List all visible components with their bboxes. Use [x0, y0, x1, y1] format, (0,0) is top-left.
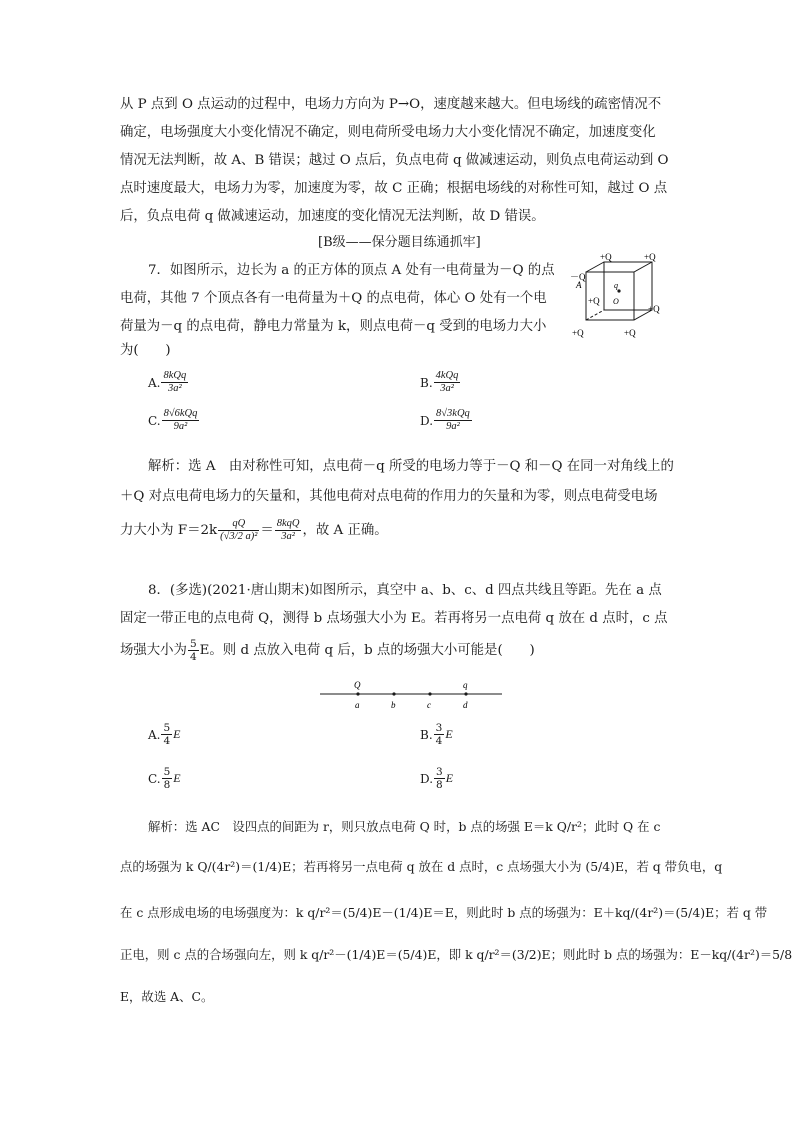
q7-option-d-num: 8√3kQq — [436, 408, 470, 419]
cube-label-topright: +Q — [644, 252, 656, 262]
q8-line-3-pre: 场强大小为 — [120, 643, 187, 658]
q7-solution-eq: ＝ — [260, 523, 274, 538]
q7-option-a-den: 3a² — [168, 383, 182, 394]
line-label-Q: Q — [354, 680, 361, 690]
q8-option-c[interactable] — [148, 766, 181, 791]
q7-solution-f2-num: 8kqQ — [276, 518, 300, 529]
q7-solution-f1-num: qQ — [218, 518, 259, 531]
q8-option-b-label: B. — [420, 727, 433, 742]
q8-solution-line-5: E，故选 A、C。 — [120, 989, 214, 1004]
q8-option-a-label: A. — [148, 727, 161, 742]
intro-line-3: 情况无法判断，故 A、B 错误；越过 O 点后，负点电荷 q 做减速运动，则负点电荷运动到 O — [120, 153, 669, 168]
q7-option-c[interactable] — [148, 408, 200, 433]
q8-line-3-num: 5 — [189, 638, 197, 650]
q8-line-3-post: E。则 d 点放入电荷 q 后，b 点的场强大小可能是( ) — [199, 643, 535, 658]
intro-line-1: 从 P 点到 O 点运动的过程中，电场力方向为 P→O，速度越来越大。但电场线的疏密情况不 — [120, 97, 662, 112]
q7-option-b-label: B. — [420, 375, 433, 390]
line-label-a: a — [355, 700, 360, 710]
section-title: [B级——保分题目练通抓牢] — [318, 235, 481, 250]
line-label-q: q — [463, 680, 468, 690]
q8-solution-line-2: 点的场强为 k Q/(4r²)＝(1/4)E；若再将另一点电荷 q 放在 d 点时，c 点场强大小为 (5/4)E，若 q 带负电，q — [120, 859, 723, 874]
q7-option-a-num: 8kQq — [163, 370, 187, 381]
line-label-b: b — [391, 700, 396, 710]
intro-line-5: 后，负点电荷 q 做减速运动，加速度的变化情况无法判断，故 D 错误。 — [120, 209, 545, 224]
q7-option-a-label: A. — [148, 375, 161, 390]
q8-option-d-den: 8 — [436, 779, 443, 791]
line-figure — [310, 676, 510, 716]
q8-line-1: 8．(多选)(2021·唐山期末)如图所示，真空中 a、b、c、d 四点共线且等距。先在 a 点 — [148, 583, 662, 598]
q8-option-d[interactable] — [420, 766, 453, 791]
q7-solution-pre: 力大小为 F＝2k — [120, 523, 218, 538]
q7-line-3: 荷量为－q 的点电荷，静电力常量为 k，则点电荷－q 受到的电场力大小 — [120, 319, 547, 334]
q8-line-3 — [120, 638, 535, 663]
cube-label-O: O — [613, 297, 619, 306]
cube-label-bottomleft: +Q — [572, 328, 584, 338]
q7-solution-line-2: ＋Q 对点电荷电场力的矢量和，其他电荷对点电荷的作用力的矢量和为零，则点电荷受电场 — [120, 489, 658, 504]
q7-line-2: 电荷，其他 7 个顶点各有一电荷量为＋Q 的点电荷，体心 O 处有一个电 — [120, 291, 547, 306]
q8-option-a[interactable] — [148, 722, 181, 747]
line-label-d: d — [463, 700, 468, 710]
q8-line-3-den: 4 — [189, 651, 197, 663]
cube-label-A: A — [576, 280, 582, 290]
q8-option-d-label: D. — [420, 771, 434, 786]
cube-label-right: +Q — [648, 304, 660, 314]
q8-option-a-unit: E — [173, 727, 181, 741]
q8-option-c-den: 8 — [163, 779, 171, 791]
q8-option-c-label: C. — [148, 771, 161, 786]
q8-option-d-unit: E — [445, 771, 454, 785]
q7-option-c-den: 9a² — [173, 421, 188, 432]
cube-label-bottomright: +Q — [624, 328, 636, 338]
q8-option-b-den: 4 — [435, 735, 443, 747]
q7-line-1: 7．如图所示，边长为 a 的正方体的顶点 A 处有一电荷量为－Q 的点 — [148, 263, 555, 278]
q8-option-c-unit: E — [173, 771, 181, 785]
q8-option-b-num: 3 — [435, 722, 443, 734]
q7-solution-post: ，故 A 正确。 — [302, 523, 388, 538]
q8-solution-line-3: 在 c 点形成电场的电场强度为：k q/r²＝(5/4)E－(1/4)E＝E，则此时 b 点的场强为：E＋kq/(4r²)＝(5/4)E；若 q 带 — [120, 905, 768, 920]
q7-option-d-den: 9a² — [446, 421, 460, 432]
cube-label-topleft: +Q — [600, 252, 612, 262]
q7-solution-line-1: 解析：选 A 由对称性可知，点电荷－q 所受的电场力等于－Q 和－Q 在同一对角线上的 — [148, 459, 674, 474]
q7-option-c-label: C. — [148, 413, 161, 428]
q7-option-c-num: 8√6kQq — [163, 408, 198, 419]
cube-label-negQ: －Q — [570, 272, 586, 282]
q8-option-a-den: 4 — [163, 735, 171, 747]
q8-option-d-num: 3 — [436, 766, 443, 778]
cube-label-q: q — [614, 281, 618, 290]
q7-option-a[interactable] — [148, 370, 189, 395]
q7-option-d-label: D. — [420, 413, 434, 428]
q8-line-2: 固定一带正电的点电荷 Q，测得 b 点场强大小为 E。若再将另一点电荷 q 放在 d 点时，c 点 — [120, 611, 668, 626]
line-label-c: c — [427, 700, 431, 710]
intro-line-4: 点时速度最大，电场力为零，加速度为零，故 C 正确；根据电场线的对称性可知，越过 O 点 — [120, 181, 668, 196]
cube-label-midleft: +Q — [588, 296, 600, 306]
q7-solution-line-3 — [120, 518, 388, 543]
q8-solution-line-4: 正电，则 c 点的合场强向左，则 k q/r²－(1/4)E＝(5/4)E，即 k q/r²＝(3/2)E；则此时 b 点的场强为：E－kq/(4r²)＝5/8 — [120, 947, 793, 962]
q8-option-c-num: 5 — [163, 766, 171, 778]
q7-line-4: 为( ) — [120, 343, 171, 358]
q8-option-b[interactable] — [420, 722, 453, 747]
q8-option-a-num: 5 — [163, 722, 171, 734]
q8-solution-line-1: 解析：选 AC 设四点的间距为 r，则只放点电荷 Q 时，b 点的场强 E＝k Q/r²；此时 Q 在 c — [148, 819, 661, 834]
intro-line-2: 确定，电场强度大小变化情况不确定，则电荷所受电场力大小变化情况不确定，加速度变化 — [120, 125, 656, 140]
q8-option-b-unit: E — [445, 727, 453, 741]
cube-figure — [568, 252, 678, 352]
q7-solution-f1-den: (√3/2 a)² — [220, 531, 258, 542]
q7-option-d[interactable] — [420, 408, 473, 433]
q7-option-b-num: 4kQq — [435, 370, 459, 381]
q7-option-b[interactable] — [420, 370, 461, 395]
q7-solution-f2-den: 3a² — [281, 531, 295, 542]
q7-option-b-den: 3a² — [440, 383, 454, 394]
